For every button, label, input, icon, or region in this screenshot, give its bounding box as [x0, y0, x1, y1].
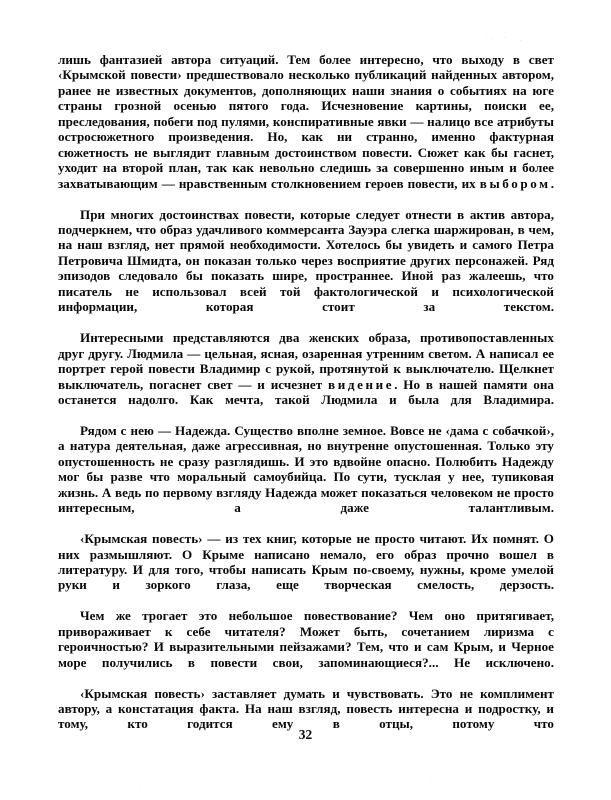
- paragraph-text: ‹Крымская повесть› — из тех книг, которые не просто читают. Их помнят. О них размышляют. О Крыме написано немало, его образ прочно вошел в литературу. И для того, чтобы написать Крым по-своему, нужны, кроме умелой руки и зоркого глаза, еще творческая смелость, дерзость.: [58, 531, 554, 593]
- page-text-block: [58, 52, 554, 747]
- page-number: 32: [298, 727, 313, 742]
- body-paragraph: [58, 52, 554, 207]
- emphasized-text: выбором: [479, 175, 551, 191]
- body-paragraph: [58, 207, 554, 331]
- body-paragraph: [58, 531, 554, 608]
- emphasized-text: видение: [328, 376, 395, 392]
- paragraph-text: ‹Крымская повесть› заставляет думать и чувствовать. Это не комплимент автору, а констатация факта. На наш взгляд, повесть интересна и подростку, и тому, кто годится ему в отцы, потому что: [58, 685, 554, 732]
- scan-speckle: [486, 36, 487, 37]
- paragraph-text: Интересными представляются два женских образа, противопоставленных друг другу. Людмила — цельная, ясная, озаренная утренним светом. А написал ее портрет герой повести Владимир с рукой, протянутой к выключателю. Щелкнет выключатель, погаснет свет — и исчезнет: [58, 330, 554, 392]
- paragraph-text: При многих достоинствах повести, которые следует отнести в актив автора, подчеркнем, что образ удачливого коммерсанта Зауэра слегка шаржирован, в чем, на наш взгляд, нет прямой необходимости. Хотелось бы увидеть и самого Петра Петровича Шмидта, он показан только через восприятие других персонажей. Ряд эпизодов следовало бы показать шире, пространнее. Иной раз жалеешь, что писатель не использовал всей той фактологической и психологической информации, которая стоит за текстом.: [58, 206, 554, 315]
- paragraph-text: Рядом с нею — Надежда. Существо вполне земное. Вовсе не ‹дама с собачкой›, а натура деятельная, даже агрессивная, но внутренне опустошенная. Только эту опустошенность не сразу разглядишь. И это вдвойне опасно. Полюбить Надежду мог бы разве что моральный самоубийца. По сути, тусклая у нее, тупиковая жизнь. А ведь по первому взгляду Надежда может показаться человеком не просто интересным, а даже талантливым.: [58, 422, 554, 516]
- scan-speckle: [504, 37, 505, 38]
- paragraph-text: лишь фантазией автора ситуаций. Тем более интересно, что выходу в свет ‹Крымской повести› предшествовало несколько публикаций найденных автором, ранее не известных документов, дополняющих наши знания о событиях на юге страны грозной осенью пятого года. Исчезновение картины, поиски ее, преследования, побеги под пулями, конспиративные явки — налицо все атрибуты остросюжетного произведения. Но, как ни странно, именно фактурная сюжетность не выглядит главным достоинством повести. Сюжет как бы гаснет, уходит на второй план, так как невольно следишь за совершенно иным и более захватывающим — нравственным столкновением героев повести, их: [58, 52, 554, 191]
- paragraph-text: . Но в нашей памяти она останется надолго. Как мечта, такой Людмила и была для Владимира.: [58, 376, 554, 407]
- paragraph-text: .: [550, 175, 554, 191]
- scan-speckle: [140, 786, 141, 787]
- paragraph-text: Чем же трогает это небольшое повествование? Чем оно притягивает, привораживает к себе читателя? Может быть, сочетанием лиризма с героичностью? И выразительными пейзажами? Тем, что и сам Крым, и Черное море получились в повести свои, запоминающиеся?... Не исключено.: [58, 608, 554, 670]
- scan-speckle: [492, 38, 493, 39]
- scan-speckle: [430, 780, 431, 781]
- body-paragraph: [58, 423, 554, 531]
- body-paragraph: [58, 608, 554, 685]
- body-paragraph: [58, 330, 554, 423]
- scan-speckle: [520, 40, 521, 41]
